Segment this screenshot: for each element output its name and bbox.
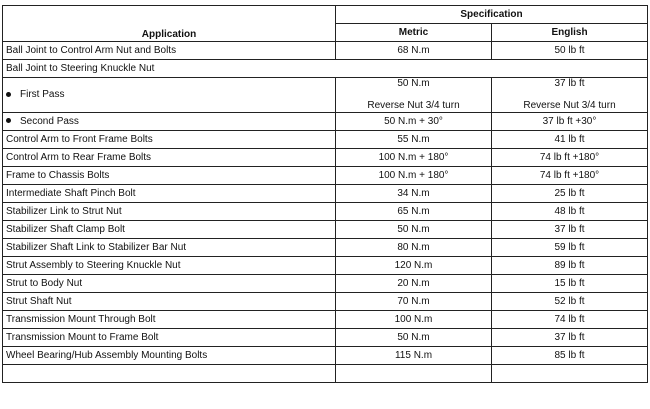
metric-cell: 100 N.m bbox=[336, 311, 492, 329]
table-row bbox=[3, 275, 648, 293]
english-cell: 37 lb ft +30° bbox=[492, 113, 648, 131]
english-cell: 25 lb ft bbox=[492, 185, 648, 203]
metric-cell: 120 N.m bbox=[336, 257, 492, 275]
torque-spec-table bbox=[2, 5, 648, 383]
table-row bbox=[3, 185, 648, 203]
table-row bbox=[3, 149, 648, 167]
table-row bbox=[3, 329, 648, 347]
metric-cell: 70 N.m bbox=[336, 293, 492, 311]
table-row-empty bbox=[3, 365, 648, 383]
application-cell: Stabilizer Shaft Link to Stabilizer Bar Nut bbox=[3, 239, 336, 257]
metric-cell: 50 N.m bbox=[336, 329, 492, 347]
application-cell bbox=[3, 78, 336, 113]
table-row bbox=[3, 239, 648, 257]
english-cell: 15 lb ft bbox=[492, 275, 648, 293]
english-note: Reverse Nut 3/4 turn bbox=[523, 100, 616, 111]
application-cell: Ball Joint to Control Arm Nut and Bolts bbox=[3, 42, 336, 60]
english-cell: 50 lb ft bbox=[492, 42, 648, 60]
application-cell: Transmission Mount Through Bolt bbox=[3, 311, 336, 329]
metric-cell: 80 N.m bbox=[336, 239, 492, 257]
header-row-1 bbox=[3, 6, 648, 24]
english-cell: 41 lb ft bbox=[492, 131, 648, 149]
table-row bbox=[3, 257, 648, 275]
header-metric: Metric bbox=[336, 24, 492, 42]
step-label: Second Pass bbox=[20, 115, 79, 127]
metric-cell: 100 N.m + 180° bbox=[336, 167, 492, 185]
application-cell: Wheel Bearing/Hub Assembly Mounting Bolts bbox=[3, 347, 336, 365]
table-row bbox=[3, 311, 648, 329]
english-cell: 52 lb ft bbox=[492, 293, 648, 311]
application-cell: Transmission Mount to Frame Bolt bbox=[3, 329, 336, 347]
application-cell: Ball Joint to Steering Knuckle Nut bbox=[3, 60, 648, 78]
header-application: Application bbox=[3, 6, 336, 42]
table-row bbox=[3, 167, 648, 185]
application-cell: Control Arm to Front Frame Bolts bbox=[3, 131, 336, 149]
english-value: 37 lb ft bbox=[554, 78, 585, 89]
metric-cell: 68 N.m bbox=[336, 42, 492, 60]
english-cell: 37 lb ft bbox=[492, 221, 648, 239]
empty-cell bbox=[336, 365, 492, 383]
table-row bbox=[3, 293, 648, 311]
metric-cell: 100 N.m + 180° bbox=[336, 149, 492, 167]
table-row bbox=[3, 221, 648, 239]
application-cell: Stabilizer Link to Strut Nut bbox=[3, 203, 336, 221]
english-cell: 48 lb ft bbox=[492, 203, 648, 221]
metric-cell: 50 N.m bbox=[336, 221, 492, 239]
metric-cell: 20 N.m bbox=[336, 275, 492, 293]
metric-cell: 55 N.m bbox=[336, 131, 492, 149]
table-row bbox=[3, 113, 648, 131]
metric-cell bbox=[336, 78, 492, 113]
metric-note: Reverse Nut 3/4 turn bbox=[367, 100, 460, 111]
metric-value: 50 N.m bbox=[397, 78, 430, 89]
metric-cell: 34 N.m bbox=[336, 185, 492, 203]
header-english: English bbox=[492, 24, 648, 42]
table-row bbox=[3, 78, 648, 113]
table-row bbox=[3, 131, 648, 149]
english-cell: 74 lb ft +180° bbox=[492, 167, 648, 185]
header-specification: Specification bbox=[336, 6, 648, 24]
bullet-icon bbox=[6, 118, 11, 123]
table-row bbox=[3, 60, 648, 78]
step-label: First Pass bbox=[20, 89, 65, 100]
application-cell: Control Arm to Rear Frame Bolts bbox=[3, 149, 336, 167]
table-row bbox=[3, 203, 648, 221]
application-cell bbox=[3, 113, 336, 131]
application-cell: Frame to Chassis Bolts bbox=[3, 167, 336, 185]
english-cell: 89 lb ft bbox=[492, 257, 648, 275]
metric-cell: 65 N.m bbox=[336, 203, 492, 221]
table-row bbox=[3, 42, 648, 60]
application-cell: Stabilizer Shaft Clamp Bolt bbox=[3, 221, 336, 239]
application-cell: Strut Assembly to Steering Knuckle Nut bbox=[3, 257, 336, 275]
empty-cell bbox=[3, 365, 336, 383]
english-cell: 37 lb ft bbox=[492, 329, 648, 347]
metric-cell: 115 N.m bbox=[336, 347, 492, 365]
metric-cell: 50 N.m + 30° bbox=[336, 113, 492, 131]
application-cell: Strut Shaft Nut bbox=[3, 293, 336, 311]
bullet-icon bbox=[6, 92, 11, 97]
english-cell: 74 lb ft +180° bbox=[492, 149, 648, 167]
empty-cell bbox=[492, 365, 648, 383]
english-cell: 59 lb ft bbox=[492, 239, 648, 257]
english-cell: 85 lb ft bbox=[492, 347, 648, 365]
application-cell: Strut to Body Nut bbox=[3, 275, 336, 293]
application-cell: Intermediate Shaft Pinch Bolt bbox=[3, 185, 336, 203]
english-cell bbox=[492, 78, 648, 113]
table-row bbox=[3, 347, 648, 365]
english-cell: 74 lb ft bbox=[492, 311, 648, 329]
